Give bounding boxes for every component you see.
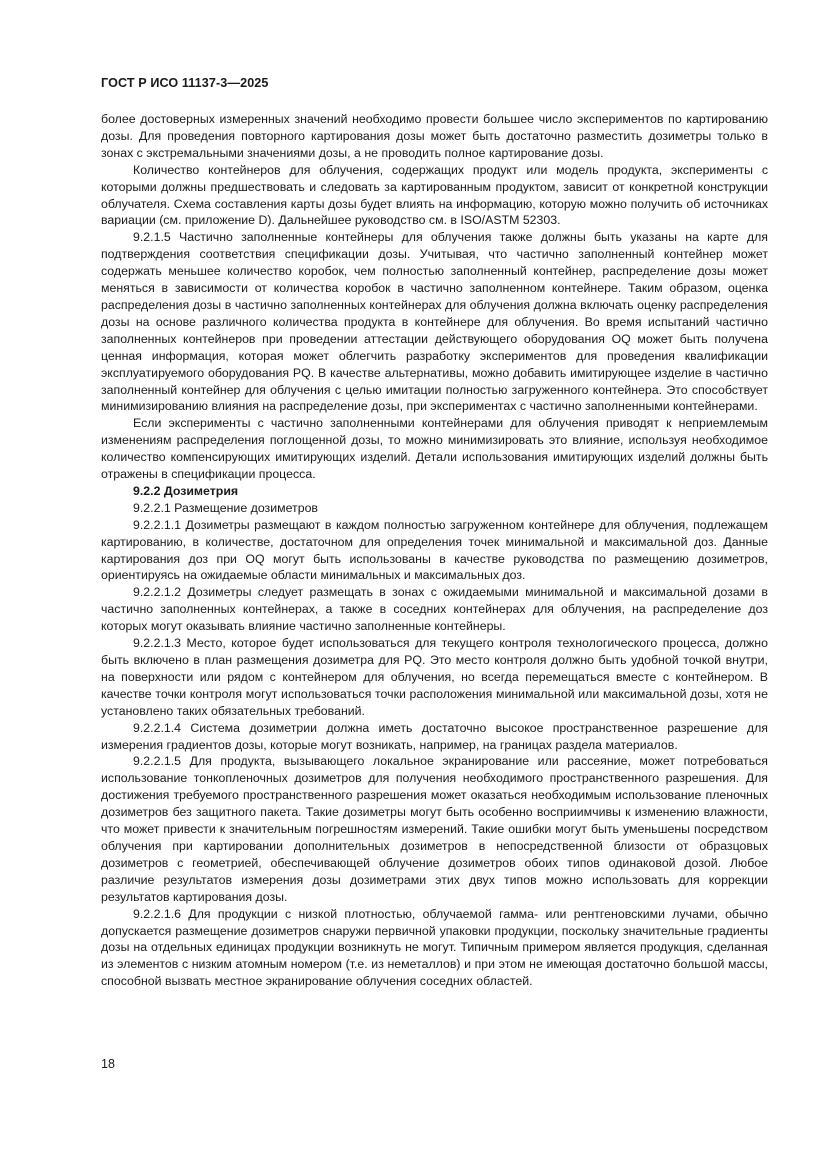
paragraph-9-2-2-1-6: 9.2.2.1.6 Для продукции с низкой плотностью, облучаемой гамма- или рентгеновскими лучами, обычно допускается размещение дозиметров снаружи первичной упаковки продукции, поскольку значительные градиенты дозы на отдельных единицах продукции возникнуть не могут. Типичным примером является продукция, сделанная из элементов с низким атомным номером (т.е. из неметаллов) и при этом не имеющая достаточно большой массы, способной вызвать местное экранирование облучения соседних областей. [101,906,768,989]
page-header-standard: ГОСТ Р ИСО 11137-3—2025 [101,76,269,90]
paragraph-container-count: Количество контейнеров для облучения, содержащих продукт или модель продукта, эксперименты с которыми должны предшествовать и следовать за картированным продуктом, зависит от конкретной конструкции облучателя. Схема составления карты дозы будет влиять на информацию, которую можно получить об источниках вариации (см. приложение D). Дальнейшее руководство см. в ISO/ASTM 52303. [101,162,768,228]
paragraph-continuation: более достоверных измеренных значений необходимо провести большее число экспериментов по картированию дозы. Для проведения повторного картирования дозы может быть достаточно разместить дозиметры только в зонах с экстремальными значениями дозы, а не проводить полное картирование дозы. [101,112,768,160]
section-heading-dosimetry: 9.2.2 Дозиметрия [133,483,239,498]
page-number: 18 [101,1057,115,1071]
paragraph-9-2-2-1-4: 9.2.2.1.4 Система дозиметрии должна иметь достаточно высокое пространственное разрешение для измерения градиентов дозы, которые могут возникать, например, на границах раздела материалов. [101,720,768,752]
paragraph-9-2-2-1-2: 9.2.2.1.2 Дозиметры следует размещать в зонах с ожидаемыми минимальной и максимальной дозами в частично заполненных контейнерах, а также в соседних контейнерах для облучения, на распределение доз которых могут оказывать влияние частично заполненные контейнеры. [101,585,768,634]
paragraph-9-2-1-5: 9.2.1.5 Частично заполненные контейнеры для облучения также должны быть указаны на карте для подтверждения соответствия спецификации дозы. Учитывая, что частично заполненный контейнер может содержать меньшее количество коробок, чем полностью заполненный контейнер, распределение дозы может меняться в зависимости от количества коробок в частично заполненном контейнере. Таким образом, оценка распределения дозы в частично заполненных контейнерах для облучения должна включать оценку распределения дозы на основе различного количества продукта в контейнере для облучения. Во время испытаний частично заполненных контейнеров при проведении аттестации действующего оборудования OQ может быть получена ценная информация, которая может облегчить разработку экспериментов для проведения квалификации эксплуатируемого оборудования PQ. В качестве альтернативы, можно добавить имитирующее изделие в частично заполненный контейнер для облучения с целью имитации полностью загруженного контейнера. Это способствует минимизированию влияния на распределение дозы, при экспериментах с частично заполненными контейнерами. [101,230,768,414]
paragraph-partial-containers: Если эксперименты с частично заполненными контейнерами для облучения приводят к неприемлемым изменениям распределения поглощенной дозы, то можно минимизировать это влияние, используя необходимое количество компенсирующих имитирующих изделий. Детали использования имитирующих изделий должны быть отражены в спецификации процесса. [101,416,768,482]
document-body [101,111,768,990]
paragraph-9-2-2-1-5: 9.2.2.1.5 Для продукта, вызывающего локальное экранирование или рассеяние, может потребоваться использование тонкопленочных дозиметров для получения необходимого пространственного разрешения. Для достижения требуемого пространственного разрешения может оказаться необходимым использование пленочных дозиметров без защитного пакета. Такие дозиметры могут быть особенно восприимчивы к изменению влажности, что может привести к значительным погрешностям измерений. Такие ошибки могут быть уменьшены посредством облучения при картировании дополнительных дозиметров в непосредственной близости от образцовых дозиметров с геометрией, обеспечивающей облучение дозиметров обоих типов одинаковой дозой. Любое различие результатов измерения дозы дозиметрами этих двух типов можно использовать для коррекции результатов картирования дозы. [101,754,768,904]
paragraph-9-2-2-1-3: 9.2.2.1.3 Место, которое будет использоваться для текущего контроля технологического процесса, должно быть включено в план размещения дозиметра для PQ. Это место контроля должно быть удобной точкой внутри, на поверхности или рядом с контейнером для облучения, но всегда перемещаться вместе с контейнером. В качестве точки контроля могут использоваться точки расположения минимальной или максимальной дозы, хотя не установлено таких обязательных требований. [101,636,768,718]
paragraph-9-2-2-1-1: 9.2.2.1.1 Дозиметры размещают в каждом полностью загруженном контейнере для облучения, подлежащем картированию, в количестве, достаточном для определения точек минимальной и максимальной доз. Данные картирования доз при OQ могут быть использованы в качестве руководства по размещению дозиметров, ориентируясь на ожидаемые области минимальных и максимальных доз. [101,517,768,583]
subsection-heading-dosimeter-placement: 9.2.2.1 Размещение дозиметров [133,500,318,515]
